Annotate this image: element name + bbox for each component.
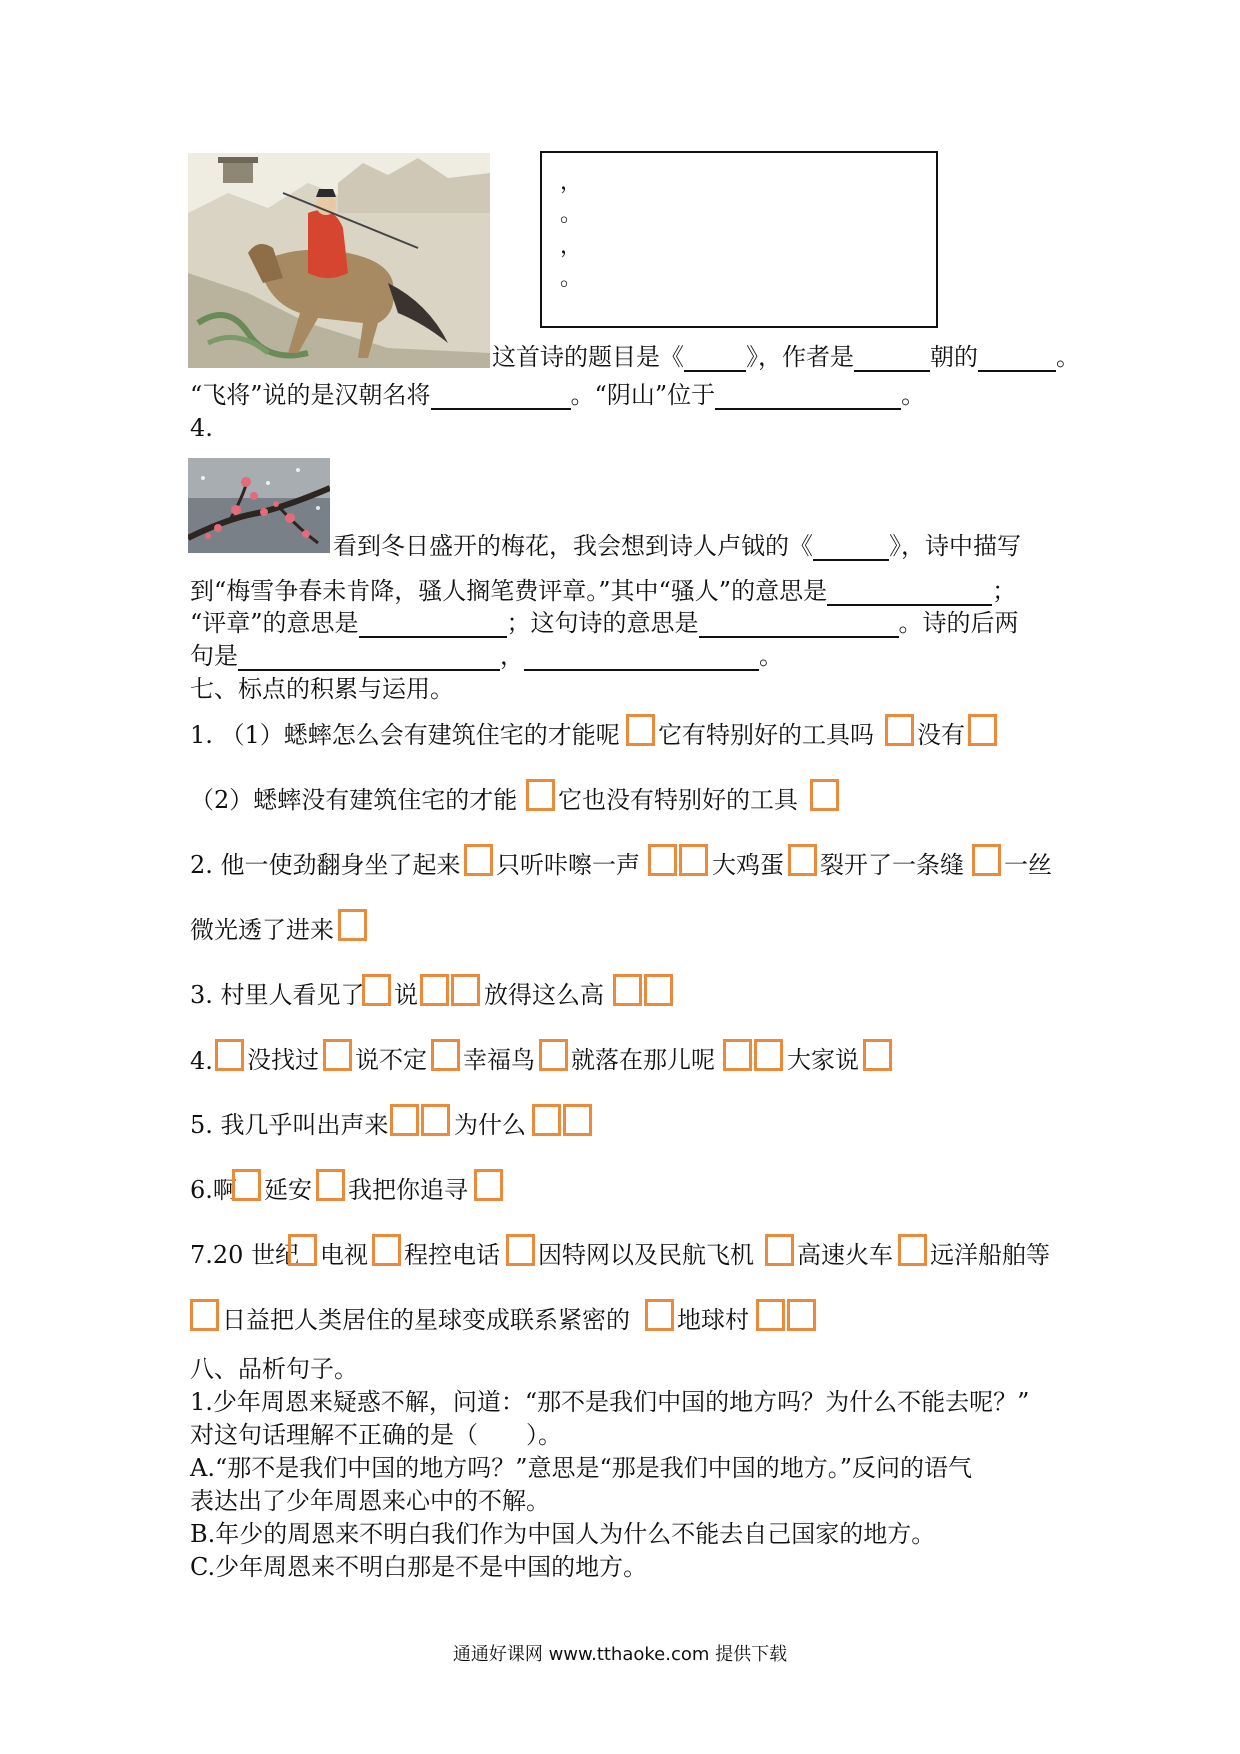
row-text: 幸福鸟 [463,1046,535,1074]
punct-box[interactable] [754,1039,783,1071]
q4-text: 句是 [190,642,238,670]
punct-box[interactable] [863,1039,892,1071]
q3-line-2 [190,380,925,410]
row-text: 1. （1）蟋蟀怎么会有建筑住宅的才能呢 [190,721,620,749]
row-text: 裂开了一条缝 [820,851,964,879]
q4-text: “评章”的意思是 [190,609,359,637]
blank[interactable] [699,612,899,638]
punct-box[interactable] [390,1104,419,1136]
q8-1-prompt: 对这句话理解不正确的是（ ）。 [190,1421,562,1449]
row-text: 说不定 [355,1046,427,1074]
section-8-title: 八、品析句子。 [190,1355,358,1383]
punct-box[interactable] [288,1234,317,1266]
punct-box[interactable] [431,1039,460,1071]
blank[interactable] [524,645,759,671]
q4-text: 。诗的后两 [898,609,1019,637]
punct-box[interactable] [532,1104,561,1136]
poem-line-2: 。 [560,202,583,227]
poem-line-3: ， [560,234,583,259]
q3-text: 。 [901,381,926,409]
q3-line-1 [492,342,1080,372]
blank[interactable] [684,346,746,372]
punct-box[interactable] [788,844,817,876]
q4-line-2 [190,576,1016,606]
row-text: 因特网以及民航飞机 [538,1241,754,1269]
row-text: 说 [394,981,418,1009]
q4-text: ；这句诗的意思是 [506,609,699,637]
blank[interactable] [854,346,930,372]
blank[interactable] [978,346,1056,372]
row-text: 延安 [264,1176,312,1204]
row-text: 微光透了进来 [190,916,334,944]
q3-text: 朝的 [930,343,978,371]
option-b[interactable]: B.年少的周恩来不明白我们作为中国人为什么不能去自己国家的地方。 [190,1520,936,1548]
row-text: 2. 他一使劲翻身坐了起来 [190,851,461,879]
row-text: 程控电话 [404,1241,500,1269]
blank[interactable] [359,612,507,638]
punct-box[interactable] [645,1299,674,1331]
punct-box[interactable] [539,1039,568,1071]
row-text: 电视 [320,1241,368,1269]
row-text: 它有特别好的工具吗 [658,721,874,749]
blank[interactable] [813,535,889,561]
plum-blossom-photo [188,458,330,553]
punct-box[interactable] [451,974,480,1006]
row-text: 只听咔嚓一声 [496,851,640,879]
q4-line-3 [190,608,1019,638]
blank[interactable] [715,384,901,410]
poem-line-4: 。 [560,266,583,291]
row-text: 5. 我几乎叫出声来 [190,1111,389,1139]
punct-box[interactable] [972,844,1001,876]
blank[interactable] [431,384,571,410]
punct-box[interactable] [506,1234,535,1266]
punct-box[interactable] [644,974,673,1006]
q3-text: 》，作者是 [746,343,854,371]
punct-box[interactable] [810,779,839,811]
q3-text: 。 [1056,343,1080,371]
punct-box[interactable] [756,1299,785,1331]
row-text: 就落在那儿呢 [571,1046,715,1074]
punct-box[interactable] [787,1299,816,1331]
page-footer: 通通好课网 www.tthaoke.com 提供下载 [452,1644,788,1665]
q3-text: “飞将”说的是汉朝名将 [190,381,431,409]
row-text: 大鸡蛋 [712,851,784,879]
punct-box[interactable] [626,714,655,746]
row-text: 为什么 [454,1111,526,1139]
punct-box[interactable] [323,1039,352,1071]
row-text: 大家说 [787,1046,859,1074]
punct-box[interactable] [421,1104,450,1136]
option-a-line-2: 表达出了少年周恩来心中的不解。 [190,1487,550,1515]
q4-text: 。 [759,642,783,670]
punct-box[interactable] [464,844,493,876]
punct-box[interactable] [898,1234,927,1266]
q4-number: 4. [190,414,213,442]
row-text: 日益把人类居住的星球变成联系紧密的 [222,1306,630,1334]
punct-box[interactable] [679,844,708,876]
option-a-line-1[interactable]: A.“那不是我们中国的地方吗？”意思是“那是我们中国的地方。”反问的语气 [190,1454,973,1482]
punct-box[interactable] [885,714,914,746]
q8-1-question: 1.少年周恩来疑惑不解，问道：“那不是我们中国的地方吗？为什么不能去呢？” [190,1388,1030,1416]
row-text: 我把你追寻 [348,1176,468,1204]
q3-text: 这首诗的题目是《 [492,343,684,371]
punct-box[interactable] [232,1169,261,1201]
punct-box[interactable] [420,974,449,1006]
q4-text: 》，诗中描写 [889,532,1021,560]
poem-answer-box [540,151,938,328]
general-on-horse-illustration [188,153,490,368]
punct-box[interactable] [968,714,997,746]
row-text: 6.啊 [190,1176,237,1204]
q4-line-1 [333,531,1021,561]
punct-box[interactable] [316,1169,345,1201]
section-7-title: 七、标点的积累与运用。 [190,675,454,703]
row-text: 一丝 [1004,851,1052,879]
row-text: 高速火车 [797,1241,893,1269]
punct-box[interactable] [215,1039,244,1071]
q3-text: 。“阴山”位于 [570,381,716,409]
punct-box[interactable] [474,1169,503,1201]
row-text: 7.20 世纪 [190,1241,300,1269]
blank[interactable] [827,580,992,606]
row-text: 地球村 [677,1306,749,1334]
punct-box[interactable] [648,844,677,876]
punct-box[interactable] [190,1299,219,1331]
punct-box[interactable] [372,1234,401,1266]
row-text: （2）蟋蟀没有建筑住宅的才能 [190,786,518,814]
poem-line-1: ， [560,170,583,195]
q4-text: ； [992,577,1017,605]
q4-text: ， [500,642,524,670]
q4-text: 到“梅雪争春未肯降，骚人搁笔费评章。”其中“骚人”的意思是 [190,577,828,605]
row-text: 4. [190,1047,213,1075]
row-text: 3. 村里人看见了 [190,981,365,1009]
punct-box[interactable] [613,974,642,1006]
punct-box[interactable] [723,1039,752,1071]
blank[interactable] [238,645,500,671]
row-text: 没找过 [247,1046,319,1074]
punct-box[interactable] [362,974,391,1006]
punct-box[interactable] [563,1104,592,1136]
punct-box[interactable] [765,1234,794,1266]
q4-text: 看到冬日盛开的梅花，我会想到诗人卢钺的《 [333,532,813,560]
row-text: 它也没有特别好的工具 [558,786,798,814]
row-text: 没有 [917,721,965,749]
punct-box[interactable] [338,909,367,941]
option-c[interactable]: C.少年周恩来不明白那是不是中国的地方。 [190,1553,648,1581]
q4-line-4 [190,641,783,671]
row-text: 放得这么高 [484,981,604,1009]
row-text: 远洋船舶等 [930,1241,1050,1269]
punct-box[interactable] [526,779,555,811]
